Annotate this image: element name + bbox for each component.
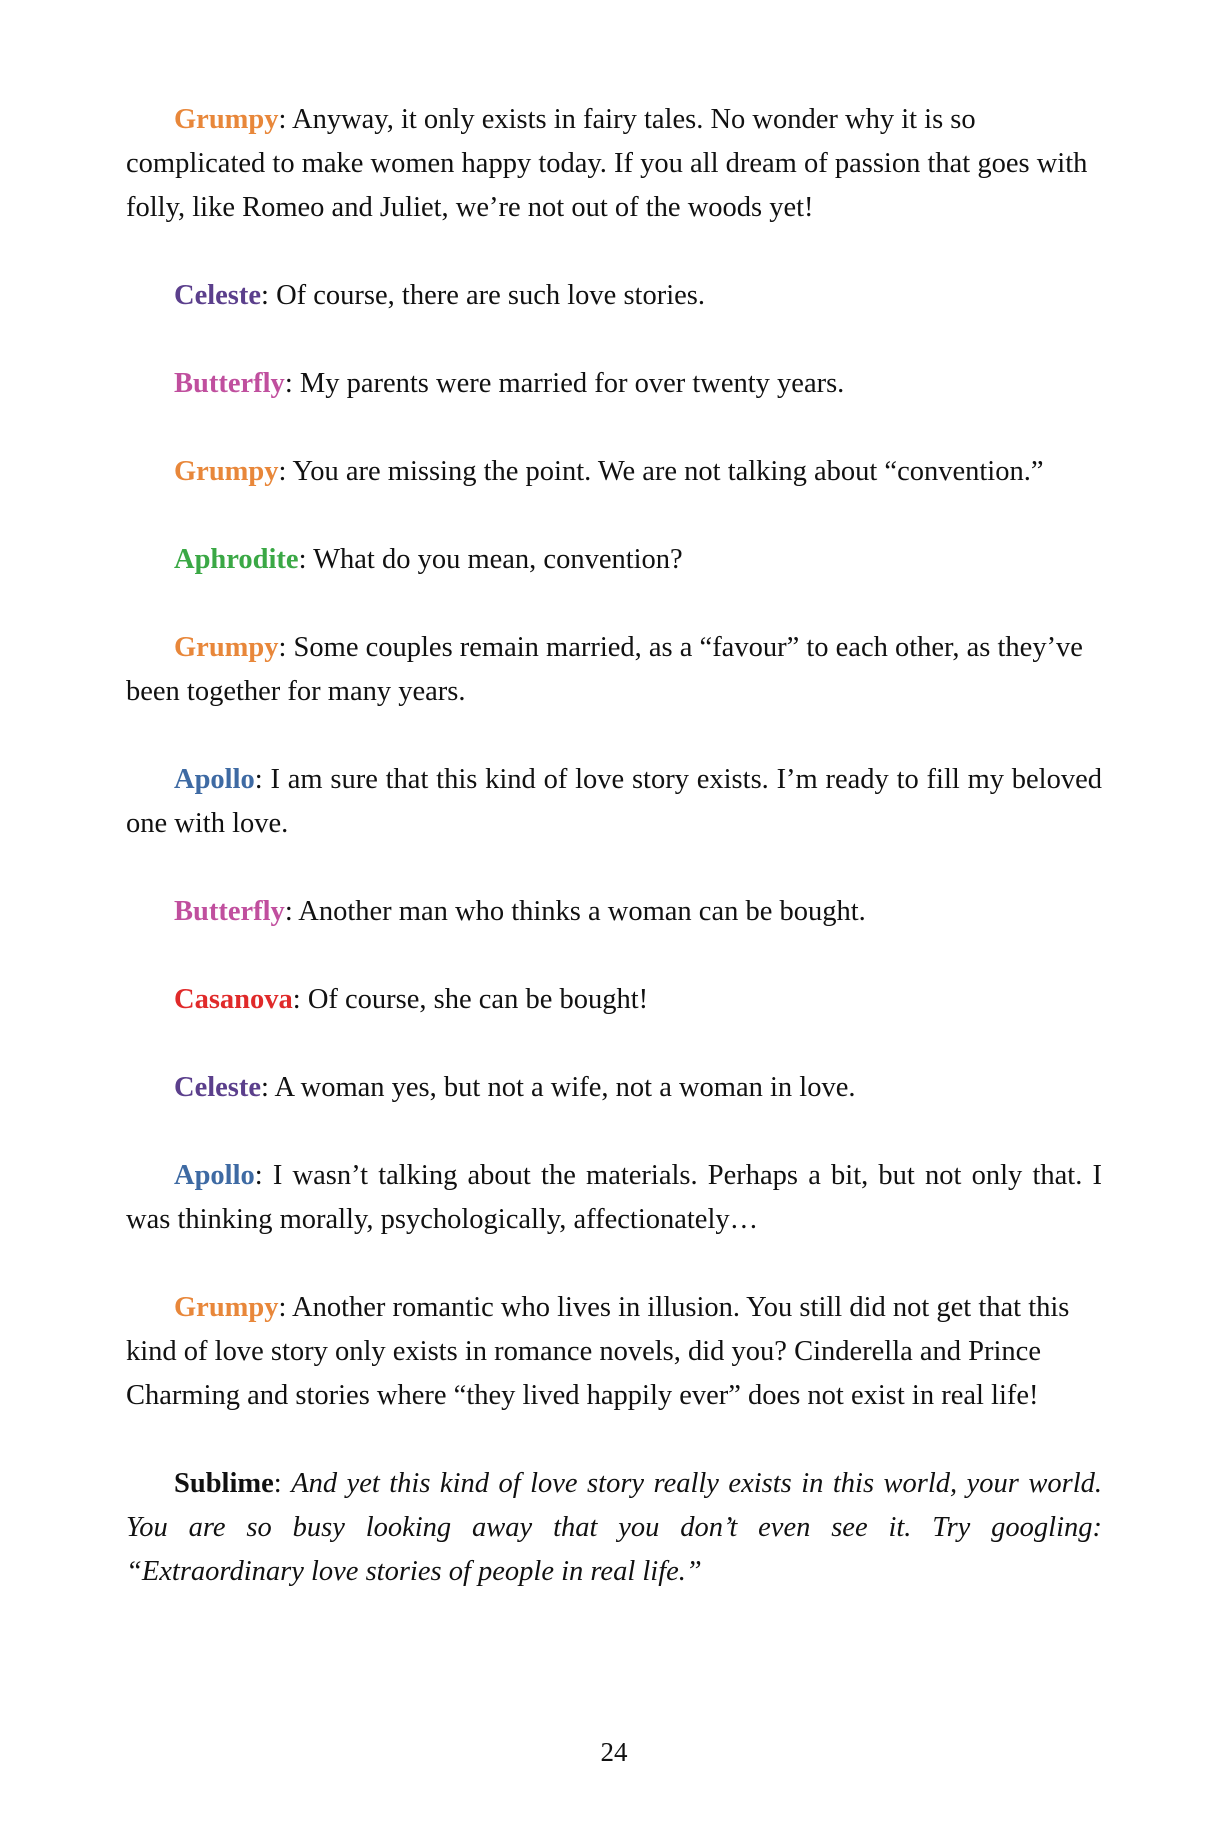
page-number: 24 <box>600 1737 628 1767</box>
dialogue-text: : Another romantic who lives in illusion. You still did not get that this kind of love story only exists in romance novels, did you? Cinderella and Prince Charming and stories where “they lived happily ever” does not exist in real life! <box>126 1292 1070 1411</box>
dialogue-text: : I am sure that this kind of love story exists. I’m ready to fill my beloved one with love. <box>126 764 1102 839</box>
speaker-name: Grumpy <box>174 632 279 663</box>
italic-dialogue-text: And yet this kind of love story really exists in this world, your world. You are so busy looking away that you don’t even see it. Try googling: “Extraordinary love stories of people in real life.” <box>126 1468 1103 1587</box>
dialogue-line-6 <box>126 626 1102 714</box>
dialogue-line-11 <box>126 1154 1102 1242</box>
dialogue-text: : A woman yes, but not a wife, not a woman in love. <box>261 1072 856 1103</box>
dialogue-text: : You are missing the point. We are not talking about “convention.” <box>278 456 1044 487</box>
speaker-name: Casanova <box>174 984 293 1015</box>
dialogue-line-3 <box>126 362 1102 406</box>
dialogue-text: : Anyway, it only exists in fairy tales. No wonder why it is so complicated to make women happy today. If you all dream of passion that goes with folly, like Romeo and Juliet, we’re not out of the woods yet! <box>126 104 1088 223</box>
speaker-name: Sublime <box>174 1468 274 1499</box>
dialogue-line-5 <box>126 538 1102 582</box>
dialogue-text: : Another man who thinks a woman can be bought. <box>284 896 866 927</box>
dialogue-text: : Of course, there are such love stories. <box>261 280 705 311</box>
speaker-name: Grumpy <box>174 1292 279 1323</box>
speaker-name: Celeste <box>174 280 262 311</box>
speaker-name: Grumpy <box>174 456 279 487</box>
dialogue-line-12 <box>126 1286 1102 1418</box>
dialogue-text: : Of course, she can be bought! <box>292 984 649 1015</box>
dialogue-line-1 <box>126 98 1102 230</box>
dialogue-line-9 <box>126 978 1102 1022</box>
dialogue-line-10 <box>126 1066 1102 1110</box>
dialogue-text: : Some couples remain married, as a “favour” to each other, as they’ve been together for many years. <box>126 632 1083 707</box>
dialogue-line-2 <box>126 274 1102 318</box>
speaker-name: Apollo <box>174 764 255 795</box>
dialogue-text: : What do you mean, convention? <box>298 544 683 575</box>
speaker-name: Butterfly <box>174 896 285 927</box>
speaker-name: Apollo <box>174 1160 255 1191</box>
dialogue-line-4 <box>126 450 1102 494</box>
speaker-name: Grumpy <box>174 104 279 135</box>
page-content <box>126 98 1102 1638</box>
speaker-name: Butterfly <box>174 368 285 399</box>
dialogue-line-8 <box>126 890 1102 934</box>
dialogue-line-13 <box>126 1462 1102 1594</box>
dialogue-line-7 <box>126 758 1102 846</box>
dialogue-text: : <box>273 1468 292 1499</box>
dialogue-text: : My parents were married for over twenty years. <box>284 368 845 399</box>
speaker-name: Aphrodite <box>174 544 299 575</box>
speaker-name: Celeste <box>174 1072 262 1103</box>
dialogue-text: : I wasn’t talking about the materials. Perhaps a bit, but not only that. I was thinking morally, psychologically, affectionately… <box>126 1160 1102 1235</box>
